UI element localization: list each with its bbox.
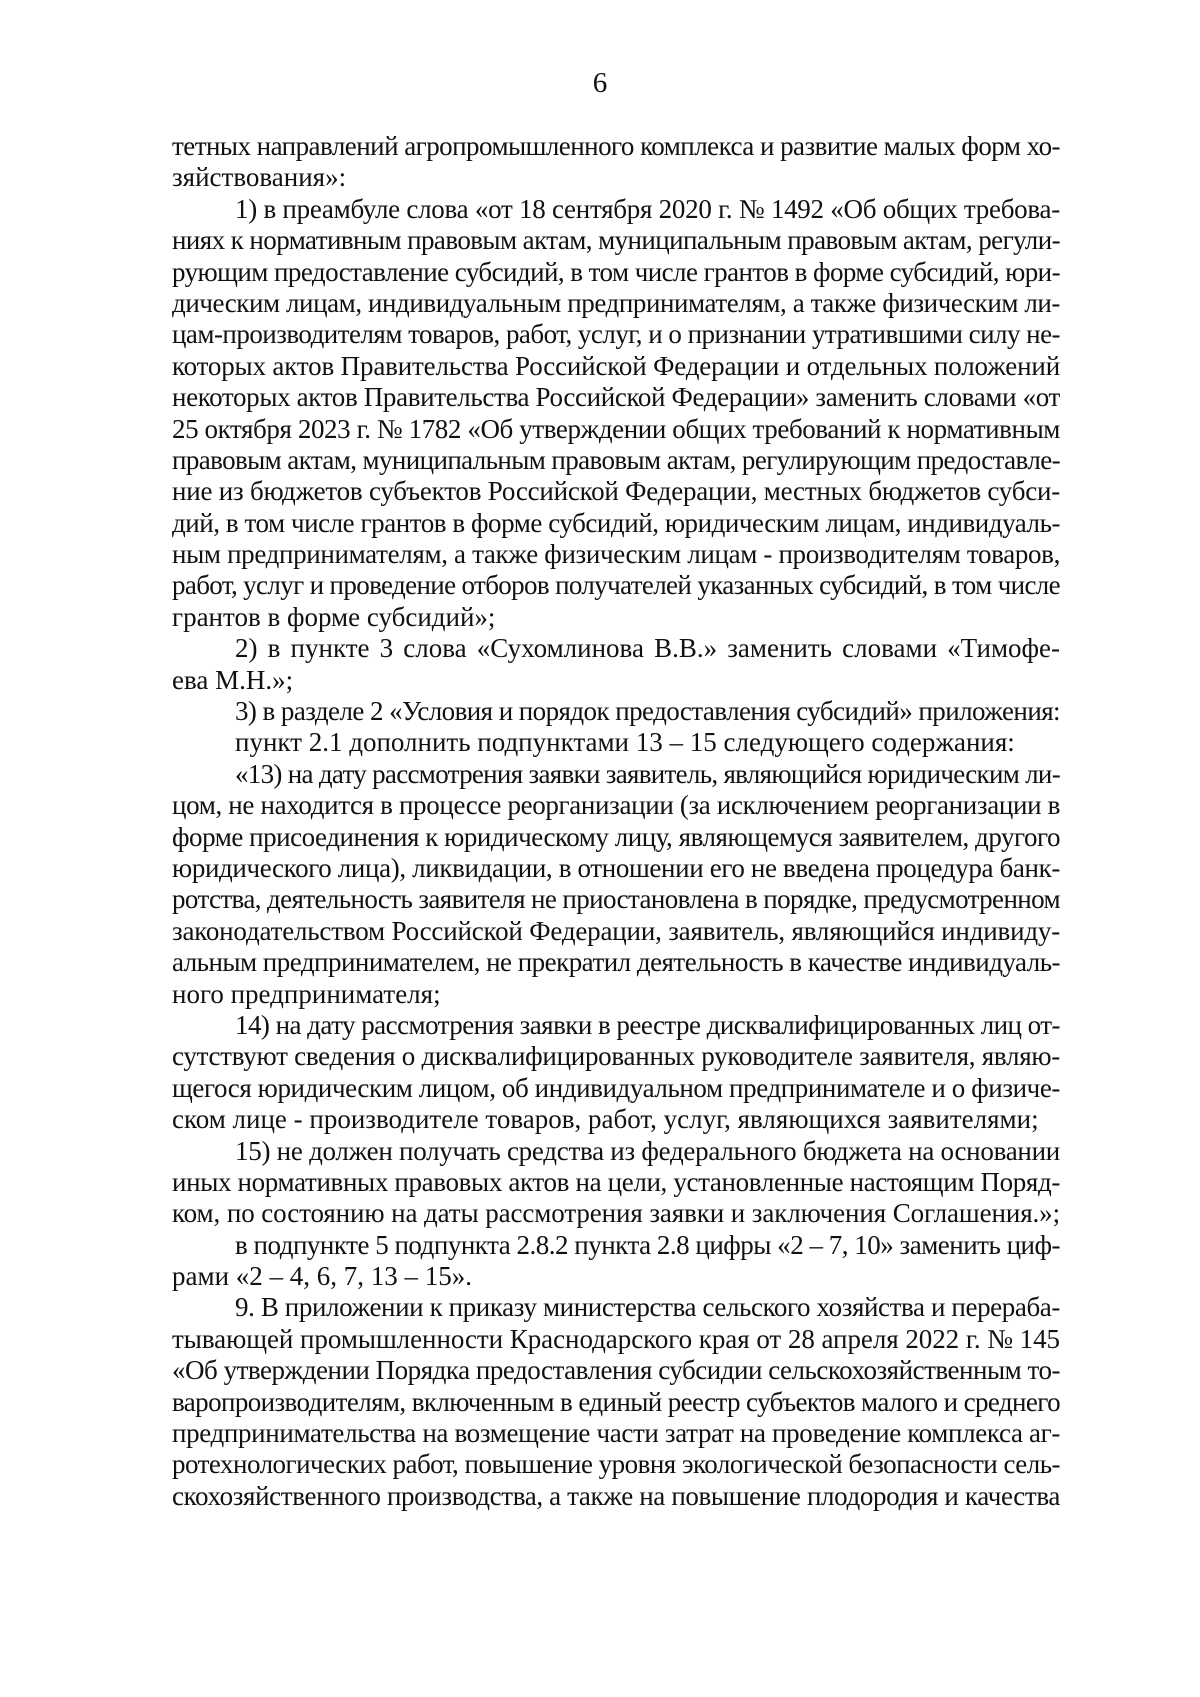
text-line: которых актов Правительства Российской Федерации и отдельных положений [172, 350, 1060, 381]
text-line: дическим лицам, индивидуальным предпринимателям, а также физическим ли- [172, 287, 1061, 318]
text-line: «Об утверждении Порядка предоставления субсидии сельскохозяйственным то- [172, 1355, 1060, 1386]
text-line: «13) на дату рассмотрения заявки заявитель, являющийся юридическим ли- [235, 758, 1060, 789]
text-line: законодательством Российской Федерации, заявитель, являющийся индивиду- [172, 915, 1060, 946]
text-line: ском лице - производителе товаров, работ, услуг, являющихся заявителями; [172, 1104, 1039, 1135]
text-line: ного предпринимателя; [172, 978, 441, 1009]
text-line: зяйствования»: [172, 162, 347, 193]
text-line: альным предпринимателем, не прекратил деятельность в качестве индивидуаль- [172, 947, 1060, 978]
text-line: тетных направлений агропромышленного комплекса и развитие малых форм хо- [172, 131, 1060, 161]
text-line: 9. В приложении к приказу министерства сельского хозяйства и перераба- [235, 1292, 1060, 1323]
text-line: некоторых актов Правительства Российской Федерации» заменить словами «от [172, 382, 1060, 413]
text-line: предпринимательства на возмещение части затрат на проведение комплекса аг- [172, 1418, 1060, 1449]
text-line: тывающей промышленности Краснодарского края от 28 апреля 2022 г. № 145 [172, 1323, 1060, 1354]
text-line: ниях к нормативным правовым актам, муниципальным правовым актам, регули- [172, 225, 1060, 256]
text-line: 1) в преамбуле слова «от 18 сентября 2020 г. № 1492 «Об общих требова- [235, 193, 1060, 224]
text-line: щегося юридическим лицом, об индивидуальном предпринимателе и о физиче- [172, 1072, 1060, 1103]
text-line: в подпункте 5 подпункта 2.8.2 пункта 2.8 цифры «2 – 7, 10» заменить циф- [235, 1229, 1060, 1260]
text-line: 14) на дату рассмотрения заявки в реестре дисквалифицированных лиц от- [235, 1009, 1060, 1040]
text-line: рами «2 – 4, 6, 7, 13 – 15». [172, 1261, 473, 1292]
text-line: правовым актам, муниципальным правовым актам, регулирующим предоставле- [172, 444, 1060, 475]
text-line: ным предпринимателям, а также физическим лицам - производителям товаров, [172, 539, 1060, 570]
text-line: рующим предоставление субсидий, в том числе грантов в форме субсидий, юри- [172, 256, 1060, 287]
text-line: ротехнологических работ, повышение уровня экологической безопасности сель- [172, 1449, 1060, 1480]
text-line: грантов в форме субсидий»; [172, 601, 496, 632]
text-line: иных нормативных правовых актов на цели, установленные настоящим Поряд- [172, 1166, 1060, 1197]
text-line: ком, по состоянию на даты рассмотрения заявки и заключения Соглашения.»; [172, 1198, 1060, 1229]
text-line: варопроизводителям, включенным в единый реестр субъектов малого и среднего [172, 1386, 1060, 1417]
text-line: сутствуют сведения о дисквалифицированных руководителе заявителя, являю- [172, 1041, 1060, 1072]
page-number: 6 [592, 67, 608, 99]
text-line: юридического лица), ликвидации, в отношении его не введена процедура банк- [172, 852, 1060, 883]
text-line: ева М.Н.»; [172, 664, 294, 695]
text-line: скохозяйственного производства, а также на повышение плодородия и качества [172, 1480, 1060, 1511]
text-line: форме присоединения к юридическому лицу, являющемуся заявителем, другого [172, 821, 1060, 852]
text-line: ротства, деятельность заявителя не приостановлена в порядке, предусмотренном [172, 884, 1061, 915]
text-line: 15) не должен получать средства из федерального бюджета на основании [235, 1135, 1060, 1166]
text-line: дий, в том числе грантов в форме субсидий, юридическим лицам, индивидуаль- [172, 507, 1060, 538]
text-line: 2) в пункте 3 слова «Сухомлинова В.В.» заменить словами «Тимофе- [235, 633, 1060, 664]
document-body [172, 131, 1060, 1512]
text-line: пункт 2.1 дополнить подпунктами 13 – 15 следующего содержания: [235, 727, 1015, 758]
text-line: ние из бюджетов субъектов Российской Федерации, местных бюджетов субси- [172, 476, 1060, 507]
text-line: 3) в разделе 2 «Условия и порядок предоставления субсидий» приложения: [235, 696, 1060, 727]
text-line: 25 октября 2023 г. № 1782 «Об утверждении общих требований к нормативным [172, 413, 1060, 444]
text-line: работ, услуг и проведение отборов получателей указанных субсидий, в том числе [172, 570, 1060, 601]
text-line: цом, не находится в процессе реорганизации (за исключением реорганизации в [172, 790, 1060, 821]
text-line: цам-производителям товаров, работ, услуг, и о признании утратившими силу не- [172, 319, 1060, 350]
